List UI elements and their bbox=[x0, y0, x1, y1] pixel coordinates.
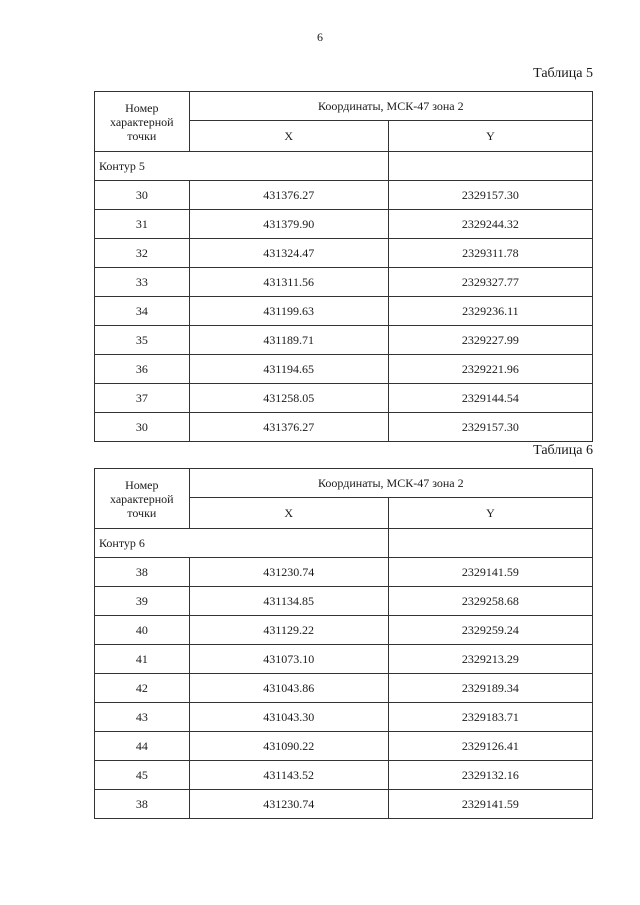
header-point-number: Номер характерной точки bbox=[95, 469, 190, 529]
table-row bbox=[95, 616, 593, 645]
x-coordinate-cell: 431129.22 bbox=[189, 616, 388, 645]
table-row bbox=[95, 239, 593, 268]
page-number: 6 bbox=[317, 30, 323, 44]
table-row bbox=[95, 558, 593, 587]
table-caption: Таблица 6 bbox=[533, 443, 593, 458]
point-number-cell: 35 bbox=[95, 326, 190, 355]
point-number-cell: 39 bbox=[95, 587, 190, 616]
coordinates-table bbox=[94, 468, 593, 819]
header-coordinates: Координаты, МСК-47 зона 2 bbox=[189, 469, 592, 498]
point-number-cell: 34 bbox=[95, 297, 190, 326]
table-row bbox=[95, 674, 593, 703]
x-coordinate-cell: 431379.90 bbox=[189, 210, 388, 239]
point-number-cell: 30 bbox=[95, 413, 190, 442]
x-coordinate-cell: 431230.74 bbox=[189, 790, 388, 819]
point-number-cell: 42 bbox=[95, 674, 190, 703]
x-coordinate-cell: 431230.74 bbox=[189, 558, 388, 587]
table-caption: Таблица 5 bbox=[533, 66, 593, 81]
x-coordinate-cell: 431199.63 bbox=[189, 297, 388, 326]
table-row bbox=[95, 210, 593, 239]
y-coordinate-cell: 2329183.71 bbox=[388, 703, 592, 732]
point-number-cell: 33 bbox=[95, 268, 190, 297]
point-number-cell: 44 bbox=[95, 732, 190, 761]
y-coordinate-cell: 2329141.59 bbox=[388, 558, 592, 587]
x-coordinate-cell: 431376.27 bbox=[189, 413, 388, 442]
table-row bbox=[95, 297, 593, 326]
contour-empty-cell bbox=[388, 529, 592, 558]
x-coordinate-cell: 431194.65 bbox=[189, 355, 388, 384]
table-row bbox=[95, 384, 593, 413]
y-coordinate-cell: 2329126.41 bbox=[388, 732, 592, 761]
contour-label: Контур 5 bbox=[95, 152, 389, 181]
y-coordinate-cell: 2329141.59 bbox=[388, 790, 592, 819]
point-number-cell: 38 bbox=[95, 558, 190, 587]
point-number-cell: 38 bbox=[95, 790, 190, 819]
table-row bbox=[95, 645, 593, 674]
point-number-cell: 36 bbox=[95, 355, 190, 384]
point-number-cell: 41 bbox=[95, 645, 190, 674]
y-coordinate-cell: 2329327.77 bbox=[388, 268, 592, 297]
table-row bbox=[95, 587, 593, 616]
table-row bbox=[95, 181, 593, 210]
table-row bbox=[95, 703, 593, 732]
x-coordinate-cell: 431090.22 bbox=[189, 732, 388, 761]
table-row bbox=[95, 732, 593, 761]
point-number-cell: 40 bbox=[95, 616, 190, 645]
y-coordinate-cell: 2329132.16 bbox=[388, 761, 592, 790]
x-coordinate-cell: 431376.27 bbox=[189, 181, 388, 210]
table-row bbox=[95, 355, 593, 384]
point-number-cell: 37 bbox=[95, 384, 190, 413]
header-x: X bbox=[189, 121, 388, 152]
header-point-number: Номер характерной точки bbox=[95, 92, 190, 152]
point-number-cell: 45 bbox=[95, 761, 190, 790]
y-coordinate-cell: 2329227.99 bbox=[388, 326, 592, 355]
coordinates-table bbox=[94, 91, 593, 442]
y-coordinate-cell: 2329258.68 bbox=[388, 587, 592, 616]
y-coordinate-cell: 2329244.32 bbox=[388, 210, 592, 239]
table-row bbox=[95, 268, 593, 297]
x-coordinate-cell: 431043.30 bbox=[189, 703, 388, 732]
y-coordinate-cell: 2329189.34 bbox=[388, 674, 592, 703]
header-coordinates: Координаты, МСК-47 зона 2 bbox=[189, 92, 592, 121]
x-coordinate-cell: 431073.10 bbox=[189, 645, 388, 674]
x-coordinate-cell: 431134.85 bbox=[189, 587, 388, 616]
header-y: Y bbox=[388, 498, 592, 529]
y-coordinate-cell: 2329157.30 bbox=[388, 413, 592, 442]
header-y: Y bbox=[388, 121, 592, 152]
table-row bbox=[95, 413, 593, 442]
x-coordinate-cell: 431258.05 bbox=[189, 384, 388, 413]
y-coordinate-cell: 2329213.29 bbox=[388, 645, 592, 674]
x-coordinate-cell: 431189.71 bbox=[189, 326, 388, 355]
table-row bbox=[95, 790, 593, 819]
contour-label: Контур 6 bbox=[95, 529, 389, 558]
point-number-cell: 43 bbox=[95, 703, 190, 732]
point-number-cell: 32 bbox=[95, 239, 190, 268]
x-coordinate-cell: 431324.47 bbox=[189, 239, 388, 268]
x-coordinate-cell: 431311.56 bbox=[189, 268, 388, 297]
x-coordinate-cell: 431143.52 bbox=[189, 761, 388, 790]
y-coordinate-cell: 2329311.78 bbox=[388, 239, 592, 268]
y-coordinate-cell: 2329259.24 bbox=[388, 616, 592, 645]
table-row bbox=[95, 326, 593, 355]
y-coordinate-cell: 2329157.30 bbox=[388, 181, 592, 210]
y-coordinate-cell: 2329236.11 bbox=[388, 297, 592, 326]
header-x: X bbox=[189, 498, 388, 529]
point-number-cell: 31 bbox=[95, 210, 190, 239]
table-row bbox=[95, 761, 593, 790]
contour-empty-cell bbox=[388, 152, 592, 181]
y-coordinate-cell: 2329144.54 bbox=[388, 384, 592, 413]
x-coordinate-cell: 431043.86 bbox=[189, 674, 388, 703]
y-coordinate-cell: 2329221.96 bbox=[388, 355, 592, 384]
point-number-cell: 30 bbox=[95, 181, 190, 210]
